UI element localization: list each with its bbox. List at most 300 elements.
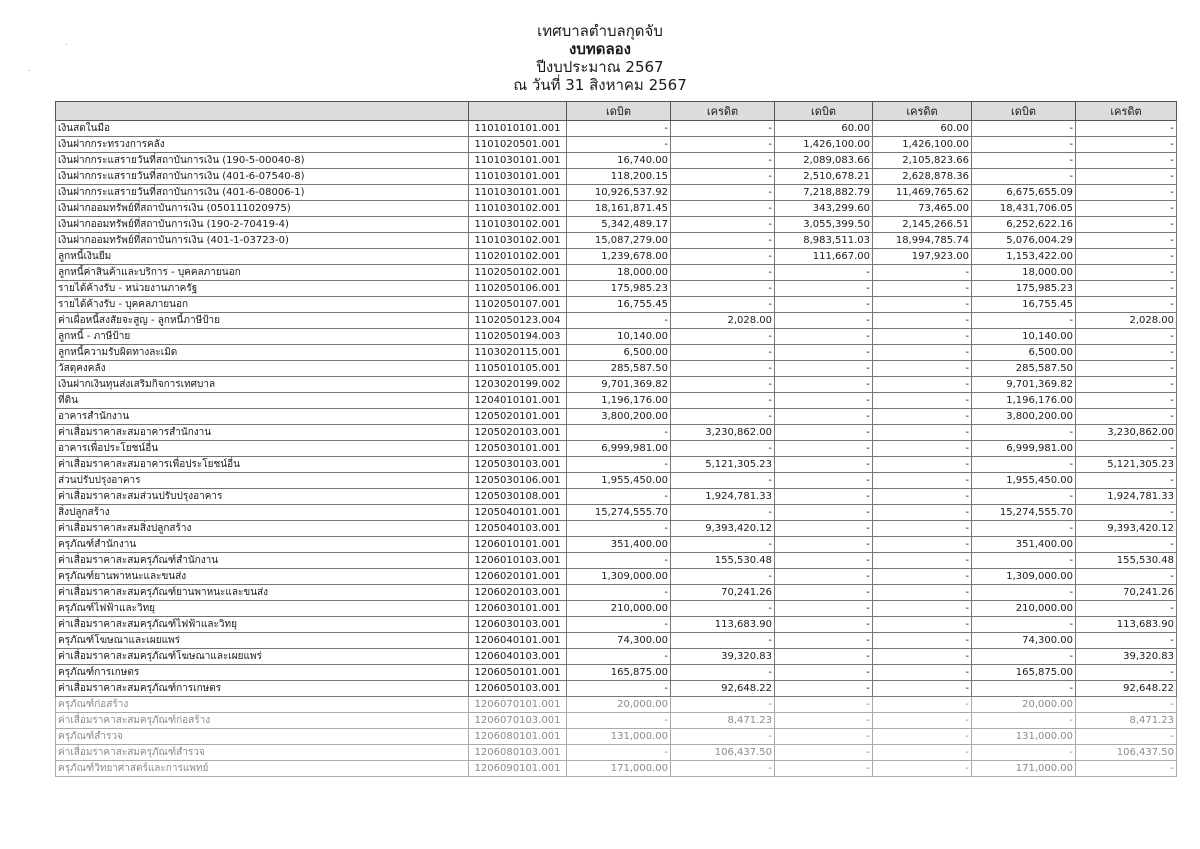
cell-account-code: 1206080101.001 <box>469 729 567 745</box>
table-row <box>56 761 1177 777</box>
cell-closing-credit: - <box>1076 569 1177 585</box>
cell-closing-debit: - <box>972 121 1076 137</box>
table-row <box>56 521 1177 537</box>
cell-period-credit: 73,465.00 <box>873 201 972 217</box>
cell-closing-credit: - <box>1076 249 1177 265</box>
cell-account-code: 1206030103.001 <box>469 617 567 633</box>
table-row <box>56 345 1177 361</box>
cell-account-code: 1206050101.001 <box>469 665 567 681</box>
cell-closing-credit: - <box>1076 409 1177 425</box>
cell-closing-debit: 74,300.00 <box>972 633 1076 649</box>
table-row <box>56 153 1177 169</box>
cell-opening-credit: - <box>671 569 775 585</box>
cell-account-code: 1205040101.001 <box>469 505 567 521</box>
cell-opening-debit: - <box>567 457 671 473</box>
cell-opening-credit: - <box>671 233 775 249</box>
cell-period-credit: - <box>873 425 972 441</box>
cell-period-credit: - <box>873 521 972 537</box>
cell-account-name: เงินฝากกระทรวงการคลัง <box>56 137 469 153</box>
cell-closing-credit: - <box>1076 217 1177 233</box>
report-title: งบทดลอง <box>569 40 631 58</box>
cell-account-code: 1102050194.003 <box>469 329 567 345</box>
cell-period-debit: - <box>775 633 873 649</box>
cell-closing-credit: - <box>1076 377 1177 393</box>
cell-opening-debit: - <box>567 681 671 697</box>
cell-opening-debit: - <box>567 617 671 633</box>
cell-closing-debit: 1,196,176.00 <box>972 393 1076 409</box>
cell-account-code: 1205040103.001 <box>469 521 567 537</box>
cell-account-name: ครุภัณฑ์ก่อสร้าง <box>56 697 469 713</box>
table-row <box>56 361 1177 377</box>
table-header-row <box>56 102 1177 121</box>
cell-opening-debit: 10,140.00 <box>567 329 671 345</box>
cell-period-debit: - <box>775 297 873 313</box>
cell-account-name: ครุภัณฑ์สำนักงาน <box>56 537 469 553</box>
cell-opening-debit: - <box>567 713 671 729</box>
cell-account-code: 1102050102.001 <box>469 265 567 281</box>
cell-account-name: รายได้ค้างรับ - หน่วยงานภาครัฐ <box>56 281 469 297</box>
cell-opening-credit: - <box>671 121 775 137</box>
cell-account-code: 1206030101.001 <box>469 601 567 617</box>
cell-opening-debit: 15,274,555.70 <box>567 505 671 521</box>
cell-opening-credit: 1,924,781.33 <box>671 489 775 505</box>
col-header-closing-debit: เดบิต <box>972 102 1076 121</box>
cell-period-credit: - <box>873 617 972 633</box>
cell-period-debit: 8,983,511.03 <box>775 233 873 249</box>
cell-period-credit: 2,628,878.36 <box>873 169 972 185</box>
cell-closing-debit: - <box>972 617 1076 633</box>
cell-account-code: 1206070103.001 <box>469 713 567 729</box>
cell-period-credit: - <box>873 329 972 345</box>
cell-account-name: ลูกหนี้ความรับผิดทางละเมิด <box>56 345 469 361</box>
cell-opening-debit: 16,755.45 <box>567 297 671 313</box>
cell-period-credit: - <box>873 265 972 281</box>
cell-period-credit: - <box>873 489 972 505</box>
cell-closing-debit: 175,985.23 <box>972 281 1076 297</box>
cell-account-code: 1101030101.001 <box>469 185 567 201</box>
cell-account-code: 1206020101.001 <box>469 569 567 585</box>
cell-period-debit: - <box>775 745 873 761</box>
cell-period-debit: - <box>775 537 873 553</box>
cell-period-credit: - <box>873 665 972 681</box>
cell-opening-credit: - <box>671 281 775 297</box>
table-row <box>56 393 1177 409</box>
cell-account-code: 1206010103.001 <box>469 553 567 569</box>
table-row <box>56 649 1177 665</box>
col-header-period-debit: เดบิต <box>775 102 873 121</box>
cell-opening-debit: - <box>567 553 671 569</box>
cell-opening-credit: - <box>671 729 775 745</box>
cell-closing-credit: - <box>1076 441 1177 457</box>
table-row <box>56 569 1177 585</box>
cell-period-credit: - <box>873 713 972 729</box>
cell-account-name: ค่าเสื่อมราคาสะสมครุภัณฑ์สำนักงาน <box>56 553 469 569</box>
cell-period-debit: - <box>775 553 873 569</box>
table-row <box>56 505 1177 521</box>
cell-account-name: เงินฝากออมทรัพย์ที่สถาบันการเงิน (190-2-70419-4) <box>56 217 469 233</box>
cell-account-name: ลูกหนี้ค่าสินค้าและบริการ - บุคคลภายนอก <box>56 265 469 281</box>
table-row <box>56 489 1177 505</box>
table-row <box>56 457 1177 473</box>
cell-account-name: ค่าเสื่อมราคาสะสมครุภัณฑ์โฆษณาและเผยแพร่ <box>56 649 469 665</box>
cell-closing-credit: 113,683.90 <box>1076 617 1177 633</box>
cell-period-credit: - <box>873 537 972 553</box>
col-header-closing-credit: เครดิต <box>1076 102 1177 121</box>
cell-account-name: ค่าเสื่อมราคาสะสมครุภัณฑ์ยานพาหนะและขนส่ง <box>56 585 469 601</box>
scan-speck: . <box>28 64 31 73</box>
cell-period-debit: - <box>775 409 873 425</box>
cell-opening-debit: - <box>567 585 671 601</box>
cell-period-debit: - <box>775 313 873 329</box>
cell-period-credit: 197,923.00 <box>873 249 972 265</box>
cell-period-debit: - <box>775 377 873 393</box>
cell-account-code: 1101030102.001 <box>469 217 567 233</box>
cell-closing-credit: - <box>1076 601 1177 617</box>
cell-account-name: เงินฝากกระแสรายวันที่สถาบันการเงิน (401-6-07540-8) <box>56 169 469 185</box>
cell-period-credit: 60.00 <box>873 121 972 137</box>
cell-period-debit: 1,426,100.00 <box>775 137 873 153</box>
cell-closing-credit: 2,028.00 <box>1076 313 1177 329</box>
cell-period-debit: - <box>775 361 873 377</box>
cell-period-credit: - <box>873 345 972 361</box>
cell-period-credit: - <box>873 441 972 457</box>
table-body <box>56 121 1177 777</box>
col-header-opening-debit: เดบิต <box>567 102 671 121</box>
cell-opening-credit: - <box>671 377 775 393</box>
cell-closing-debit: 165,875.00 <box>972 665 1076 681</box>
cell-account-name: วัสดุคงคลัง <box>56 361 469 377</box>
table-row <box>56 633 1177 649</box>
cell-closing-debit: - <box>972 649 1076 665</box>
cell-closing-debit: 6,675,655.09 <box>972 185 1076 201</box>
cell-closing-credit: - <box>1076 633 1177 649</box>
cell-account-code: 1101030101.001 <box>469 169 567 185</box>
cell-opening-credit: - <box>671 297 775 313</box>
cell-opening-credit: - <box>671 185 775 201</box>
cell-closing-debit: 6,500.00 <box>972 345 1076 361</box>
table-row <box>56 713 1177 729</box>
cell-opening-debit: 16,740.00 <box>567 153 671 169</box>
cell-closing-credit: - <box>1076 153 1177 169</box>
cell-period-debit: - <box>775 729 873 745</box>
cell-period-debit: - <box>775 265 873 281</box>
cell-period-credit: - <box>873 297 972 313</box>
cell-opening-debit: 175,985.23 <box>567 281 671 297</box>
cell-opening-debit: 18,000.00 <box>567 265 671 281</box>
cell-period-credit: - <box>873 649 972 665</box>
cell-opening-credit: 9,393,420.12 <box>671 521 775 537</box>
cell-closing-debit: 1,309,000.00 <box>972 569 1076 585</box>
cell-opening-credit: 39,320.83 <box>671 649 775 665</box>
cell-period-credit: - <box>873 457 972 473</box>
cell-closing-debit: 18,000.00 <box>972 265 1076 281</box>
cell-opening-credit: 2,028.00 <box>671 313 775 329</box>
table-row <box>56 601 1177 617</box>
table-row <box>56 169 1177 185</box>
cell-account-name: ค่าเสื่อมราคาสะสมครุภัณฑ์ไฟฟ้าและวิทยุ <box>56 617 469 633</box>
cell-closing-debit: - <box>972 313 1076 329</box>
cell-account-code: 1206020103.001 <box>469 585 567 601</box>
cell-opening-debit: 15,087,279.00 <box>567 233 671 249</box>
cell-period-debit: - <box>775 281 873 297</box>
org-name: เทศบาลตำบลกุดจับ <box>537 22 663 40</box>
cell-period-debit: - <box>775 329 873 345</box>
cell-closing-debit: - <box>972 137 1076 153</box>
cell-opening-credit: - <box>671 505 775 521</box>
cell-closing-credit: - <box>1076 297 1177 313</box>
cell-closing-credit: - <box>1076 137 1177 153</box>
cell-opening-credit: 92,648.22 <box>671 681 775 697</box>
cell-period-debit: - <box>775 393 873 409</box>
cell-account-code: 1101030102.001 <box>469 233 567 249</box>
cell-account-code: 1105010105.001 <box>469 361 567 377</box>
cell-period-credit: 11,469,765.62 <box>873 185 972 201</box>
cell-closing-debit: - <box>972 713 1076 729</box>
cell-account-code: 1102050107.001 <box>469 297 567 313</box>
cell-account-name: เงินฝากเงินทุนส่งเสริมกิจการเทศบาล <box>56 377 469 393</box>
cell-opening-credit: 70,241.26 <box>671 585 775 601</box>
cell-opening-credit: - <box>671 441 775 457</box>
cell-opening-debit: 285,587.50 <box>567 361 671 377</box>
cell-period-credit: - <box>873 553 972 569</box>
cell-account-name: ครุภัณฑ์โฆษณาและเผยแพร่ <box>56 633 469 649</box>
cell-account-name: ส่วนปรับปรุงอาคาร <box>56 473 469 489</box>
table-row <box>56 233 1177 249</box>
cell-closing-credit: 70,241.26 <box>1076 585 1177 601</box>
cell-account-name: ค่าเสื่อมราคาสะสมครุภัณฑ์การเกษตร <box>56 681 469 697</box>
cell-opening-credit: - <box>671 761 775 777</box>
cell-closing-debit: - <box>972 681 1076 697</box>
cell-period-credit: - <box>873 697 972 713</box>
cell-period-debit: - <box>775 681 873 697</box>
table-row <box>56 729 1177 745</box>
table-row <box>56 409 1177 425</box>
cell-period-debit: - <box>775 617 873 633</box>
cell-closing-debit: 1,153,422.00 <box>972 249 1076 265</box>
table-row <box>56 201 1177 217</box>
cell-account-name: สิ่งปลูกสร้าง <box>56 505 469 521</box>
cell-closing-debit: 16,755.45 <box>972 297 1076 313</box>
table-row <box>56 441 1177 457</box>
cell-closing-credit: - <box>1076 121 1177 137</box>
cell-closing-debit: - <box>972 489 1076 505</box>
cell-closing-credit: 106,437.50 <box>1076 745 1177 761</box>
cell-account-code: 1205020103.001 <box>469 425 567 441</box>
cell-period-debit: - <box>775 521 873 537</box>
table-row <box>56 265 1177 281</box>
col-header-opening-credit: เครดิต <box>671 102 775 121</box>
cell-account-name: เงินสดในมือ <box>56 121 469 137</box>
cell-account-code: 1205020101.001 <box>469 409 567 425</box>
cell-account-code: 1206010101.001 <box>469 537 567 553</box>
cell-period-debit: - <box>775 649 873 665</box>
cell-account-name: อาคารเพื่อประโยชน์อื่น <box>56 441 469 457</box>
cell-opening-debit: 9,701,369.82 <box>567 377 671 393</box>
table-row <box>56 745 1177 761</box>
cell-opening-credit: 3,230,862.00 <box>671 425 775 441</box>
cell-opening-debit: 18,161,871.45 <box>567 201 671 217</box>
cell-opening-credit: - <box>671 537 775 553</box>
cell-period-credit: - <box>873 313 972 329</box>
cell-closing-credit: - <box>1076 185 1177 201</box>
cell-closing-credit: 1,924,781.33 <box>1076 489 1177 505</box>
cell-period-credit: - <box>873 409 972 425</box>
cell-account-code: 1203020199.002 <box>469 377 567 393</box>
cell-opening-credit: - <box>671 201 775 217</box>
cell-account-name: ครุภัณฑ์สำรวจ <box>56 729 469 745</box>
cell-opening-credit: - <box>671 473 775 489</box>
cell-account-name: ค่าเสื่อมราคาสะสมอาคารสำนักงาน <box>56 425 469 441</box>
cell-account-name: รายได้ค้างรับ - บุคคลภายนอก <box>56 297 469 313</box>
cell-opening-credit: 155,530.48 <box>671 553 775 569</box>
cell-opening-debit: - <box>567 425 671 441</box>
cell-opening-credit: 5,121,305.23 <box>671 457 775 473</box>
cell-opening-credit: - <box>671 169 775 185</box>
table-row <box>56 617 1177 633</box>
col-header-period-credit: เครดิต <box>873 102 972 121</box>
cell-period-debit: - <box>775 601 873 617</box>
cell-closing-debit: 18,431,706.05 <box>972 201 1076 217</box>
cell-account-code: 1206040101.001 <box>469 633 567 649</box>
cell-closing-debit: 6,252,622.16 <box>972 217 1076 233</box>
cell-account-name: ค่าเสื่อมราคาสะสมครุภัณฑ์ก่อสร้าง <box>56 713 469 729</box>
fiscal-year: ปีงบประมาณ 2567 <box>536 58 664 76</box>
cell-closing-credit: - <box>1076 281 1177 297</box>
cell-closing-credit: 39,320.83 <box>1076 649 1177 665</box>
cell-opening-credit: - <box>671 265 775 281</box>
cell-account-name: เงินฝากออมทรัพย์ที่สถาบันการเงิน (401-1-03723-0) <box>56 233 469 249</box>
trial-balance-table <box>55 101 1177 777</box>
col-header-code <box>469 102 567 121</box>
cell-closing-debit: 3,800,200.00 <box>972 409 1076 425</box>
cell-opening-debit: 6,500.00 <box>567 345 671 361</box>
cell-closing-debit: 210,000.00 <box>972 601 1076 617</box>
cell-account-name: ลูกหนี้เงินยืม <box>56 249 469 265</box>
cell-opening-debit: 1,955,450.00 <box>567 473 671 489</box>
cell-account-code: 1205030106.001 <box>469 473 567 489</box>
table-row <box>56 281 1177 297</box>
cell-period-credit: - <box>873 361 972 377</box>
cell-account-code: 1103020115.001 <box>469 345 567 361</box>
cell-period-credit: - <box>873 729 972 745</box>
cell-closing-debit: 1,955,450.00 <box>972 473 1076 489</box>
cell-account-name: ครุภัณฑ์ยานพาหนะและขนส่ง <box>56 569 469 585</box>
cell-account-code: 1102010102.001 <box>469 249 567 265</box>
cell-account-name: ครุภัณฑ์ไฟฟ้าและวิทยุ <box>56 601 469 617</box>
cell-account-name: ลูกหนี้ - ภาษีป้าย <box>56 329 469 345</box>
table-row <box>56 313 1177 329</box>
table-row <box>56 665 1177 681</box>
cell-opening-credit: - <box>671 329 775 345</box>
cell-closing-debit: - <box>972 745 1076 761</box>
cell-period-debit: - <box>775 697 873 713</box>
table-row <box>56 137 1177 153</box>
cell-opening-debit: 20,000.00 <box>567 697 671 713</box>
cell-opening-credit: 113,683.90 <box>671 617 775 633</box>
cell-account-code: 1205030101.001 <box>469 441 567 457</box>
cell-opening-credit: - <box>671 153 775 169</box>
report-header <box>0 22 1200 94</box>
cell-opening-debit: 171,000.00 <box>567 761 671 777</box>
cell-opening-credit: - <box>671 249 775 265</box>
scan-speck: . <box>65 38 68 47</box>
cell-period-credit: - <box>873 377 972 393</box>
cell-account-code: 1205030103.001 <box>469 457 567 473</box>
cell-opening-debit: - <box>567 313 671 329</box>
cell-closing-credit: - <box>1076 265 1177 281</box>
cell-opening-debit: - <box>567 137 671 153</box>
cell-period-credit: 18,994,785.74 <box>873 233 972 249</box>
cell-account-name: ค่าเสื่อมราคาสะสมครุภัณฑ์สำรวจ <box>56 745 469 761</box>
cell-period-credit: - <box>873 281 972 297</box>
cell-period-credit: - <box>873 585 972 601</box>
as-of-date: ณ วันที่ 31 สิงหาคม 2567 <box>513 76 687 94</box>
cell-period-credit: - <box>873 745 972 761</box>
cell-closing-credit: - <box>1076 169 1177 185</box>
cell-period-credit: - <box>873 633 972 649</box>
cell-opening-credit: - <box>671 393 775 409</box>
cell-closing-credit: - <box>1076 329 1177 345</box>
cell-opening-debit: 5,342,489.17 <box>567 217 671 233</box>
cell-closing-debit: 15,274,555.70 <box>972 505 1076 521</box>
cell-account-code: 1206050103.001 <box>469 681 567 697</box>
col-header-account <box>56 102 469 121</box>
cell-closing-credit: - <box>1076 537 1177 553</box>
cell-closing-debit: - <box>972 169 1076 185</box>
cell-closing-debit: 285,587.50 <box>972 361 1076 377</box>
cell-closing-debit: 9,701,369.82 <box>972 377 1076 393</box>
table-row <box>56 121 1177 137</box>
cell-closing-debit: - <box>972 585 1076 601</box>
cell-period-debit: 343,299.60 <box>775 201 873 217</box>
cell-closing-debit: 351,400.00 <box>972 537 1076 553</box>
cell-closing-debit: 20,000.00 <box>972 697 1076 713</box>
cell-period-credit: - <box>873 601 972 617</box>
cell-opening-credit: - <box>671 137 775 153</box>
table-row <box>56 537 1177 553</box>
cell-opening-debit: 1,239,678.00 <box>567 249 671 265</box>
cell-period-debit: - <box>775 585 873 601</box>
cell-opening-debit: - <box>567 521 671 537</box>
cell-opening-debit: 165,875.00 <box>567 665 671 681</box>
cell-closing-credit: 9,393,420.12 <box>1076 521 1177 537</box>
cell-account-code: 1206070101.001 <box>469 697 567 713</box>
table-row <box>56 697 1177 713</box>
cell-account-name: ครุภัณฑ์วิทยาศาสตร์และการแพทย์ <box>56 761 469 777</box>
cell-closing-credit: - <box>1076 393 1177 409</box>
cell-closing-credit: - <box>1076 201 1177 217</box>
cell-opening-credit: - <box>671 697 775 713</box>
cell-account-name: ค่าเผื่อหนี้สงสัยจะสูญ - ลูกหนี้ภาษีป้าย <box>56 313 469 329</box>
table-row <box>56 473 1177 489</box>
cell-opening-debit: - <box>567 489 671 505</box>
cell-account-code: 1206080103.001 <box>469 745 567 761</box>
cell-period-credit: - <box>873 569 972 585</box>
cell-closing-credit: - <box>1076 729 1177 745</box>
cell-period-debit: - <box>775 441 873 457</box>
cell-account-code: 1206040103.001 <box>469 649 567 665</box>
cell-closing-debit: 5,076,004.29 <box>972 233 1076 249</box>
cell-period-debit: 2,510,678.21 <box>775 169 873 185</box>
table-row <box>56 681 1177 697</box>
cell-account-name: อาคารสำนักงาน <box>56 409 469 425</box>
cell-period-credit: - <box>873 473 972 489</box>
cell-closing-credit: 3,230,862.00 <box>1076 425 1177 441</box>
cell-account-code: 1205030108.001 <box>469 489 567 505</box>
cell-opening-debit: - <box>567 745 671 761</box>
cell-closing-credit: 8,471.23 <box>1076 713 1177 729</box>
cell-period-credit: 2,145,266.51 <box>873 217 972 233</box>
